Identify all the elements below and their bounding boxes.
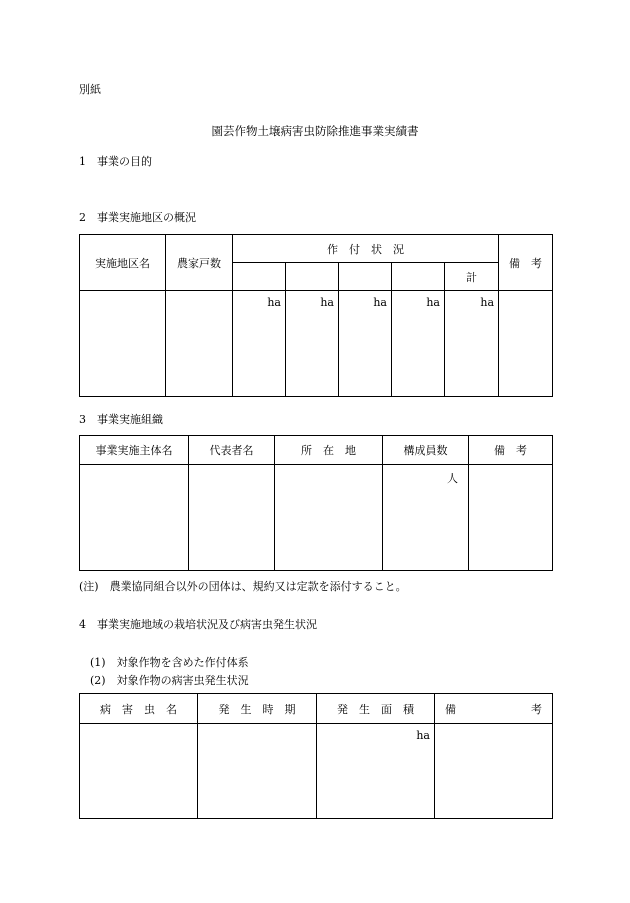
data-cell (469, 465, 553, 571)
header-remarks (435, 694, 553, 724)
data-cell (435, 724, 553, 819)
header-representative: 代表者名 (189, 436, 275, 465)
unit-ha: ha (339, 291, 392, 397)
header-pest-name: 病 害 虫 名 (80, 694, 198, 724)
header-member-count: 構成員数 (383, 436, 469, 465)
crop-cell (286, 263, 339, 291)
unit-ha: ha (445, 291, 499, 397)
unit-ha: ha (233, 291, 286, 397)
organization-table (79, 435, 553, 571)
header-remarks: 備 考 (499, 235, 553, 291)
note-text: (注) 農業協同組合以外の団体は、規約又は定款を添付すること。 (79, 580, 407, 593)
header-location: 所 在 地 (275, 436, 383, 465)
data-cell (166, 291, 233, 397)
district-overview-table (79, 234, 553, 397)
crop-cell (339, 263, 392, 291)
remarks-char-1: 備 (445, 702, 456, 716)
data-cell (499, 291, 553, 397)
header-occurrence-time: 発 生 時 期 (198, 694, 317, 724)
document-title: 園芸作物土壌病害虫防除推進事業実績書 (211, 124, 419, 138)
data-cell (198, 724, 317, 819)
header-crop-status: 作 付 状 況 (233, 235, 499, 263)
section-4-heading: 4 事業実施地域の栽培状況及び病害虫発生状況 (79, 618, 317, 631)
crop-cell (233, 263, 286, 291)
unit-ha: ha (286, 291, 339, 397)
unit-ha: ha (392, 291, 445, 397)
section-1-heading: 1 事業の目的 (79, 155, 152, 168)
data-cell (80, 724, 198, 819)
data-cell (189, 465, 275, 571)
crop-cell (392, 263, 445, 291)
header-occurrence-area: 発 生 面 積 (317, 694, 435, 724)
unit-ha: ha (317, 724, 435, 819)
remarks-char-2: 考 (531, 702, 542, 716)
header-total: 計 (445, 263, 499, 291)
header-farm-count: 農家戸数 (166, 235, 233, 291)
header-district-name: 実施地区名 (80, 235, 166, 291)
data-cell (80, 465, 189, 571)
section-2-heading: 2 事業実施地区の概況 (79, 211, 196, 224)
header-entity-name: 事業実施主体名 (80, 436, 189, 465)
data-cell (275, 465, 383, 571)
subsection-2-heading: (2) 対象作物の病害虫発生状況 (90, 674, 249, 687)
pest-occurrence-table (79, 693, 553, 819)
annex-label: 別紙 (79, 83, 101, 96)
header-remarks: 備 考 (469, 436, 553, 465)
subsection-1-heading: (1) 対象作物を含めた作付体系 (90, 656, 249, 669)
data-cell (80, 291, 166, 397)
section-3-heading: 3 事業実施組織 (79, 413, 163, 426)
unit-persons: 人 (383, 465, 469, 571)
